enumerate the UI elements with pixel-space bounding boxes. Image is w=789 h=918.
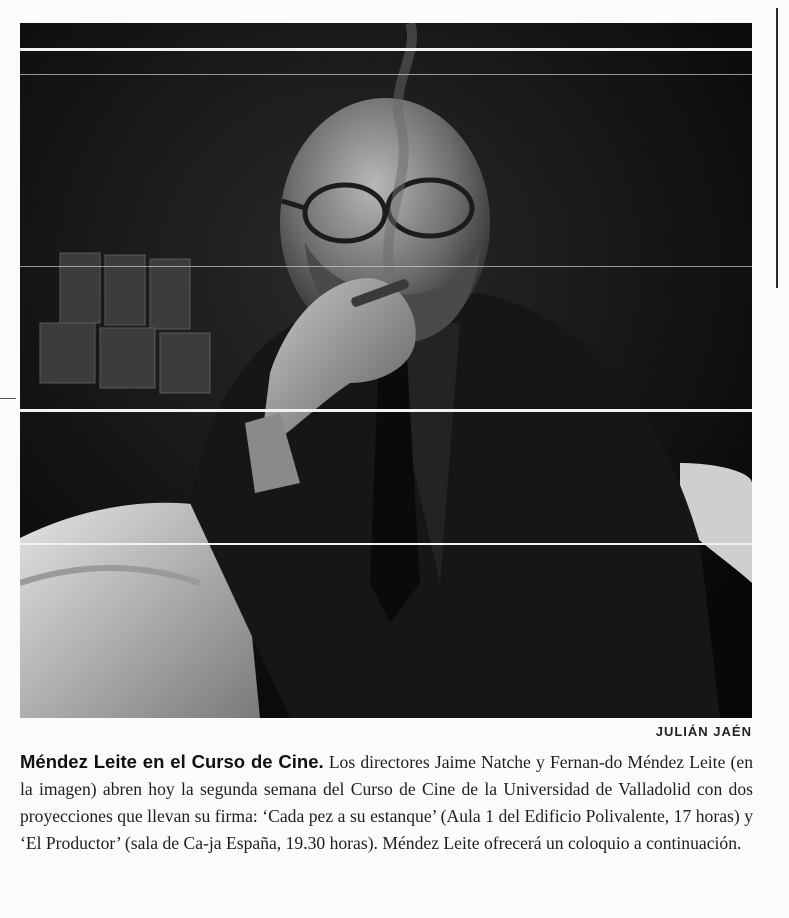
caption-headline: Méndez Leite en el Curso de Cine. <box>20 751 324 772</box>
photo-credit: JULIÁN JAÉN <box>655 724 752 739</box>
caption-body: Los directores Jaime Natche y Fernan-do Méndez Leite (en la imagen) abren hoy la segunda semana del Curso de Cine de la Universidad de Valladolid con dos proyecciones que llevan su firma: ‘Cada pez a su estanque’ (Aula 1 del Edificio Polivalente, 17 horas) y ‘El Productor’ (sala de Ca-ja España, 19.30 horas). Méndez Leite ofrecerá un coloquio a continuación. <box>20 752 753 853</box>
column-rule <box>776 8 778 288</box>
photo-illustration <box>20 23 752 718</box>
photo-caption <box>20 748 753 857</box>
auditorium-seats <box>40 253 210 393</box>
fold-mark <box>0 398 16 399</box>
news-photo <box>20 23 752 718</box>
